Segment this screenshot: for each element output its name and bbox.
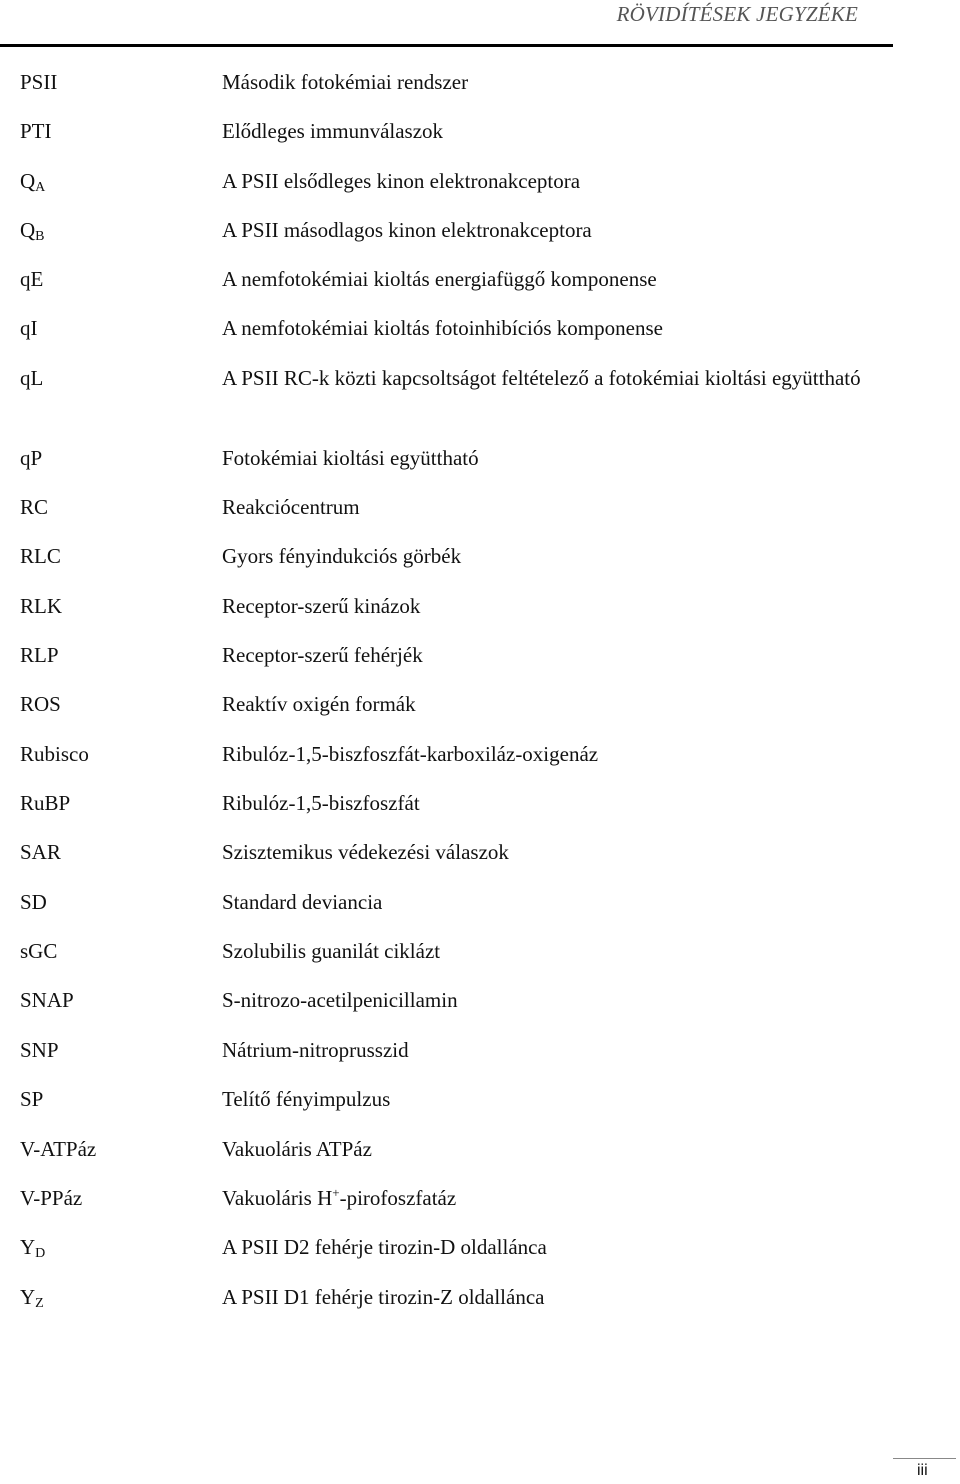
definition: Ribulóz-1,5-biszfoszfát-karboxiláz-oxigenáz: [222, 742, 599, 766]
abbreviation: qL: [20, 366, 44, 390]
abbreviation: ROS: [20, 692, 61, 716]
definition: A nemfotokémiai kioltás energiafüggő komponense: [222, 267, 657, 291]
abbreviation: qI: [20, 316, 38, 340]
definition: Ribulóz-1,5-biszfoszfát: [222, 791, 420, 815]
definition-rest: -pirofoszfatáz: [339, 1186, 457, 1210]
abbreviation-base: Y: [20, 1235, 36, 1259]
abbreviation: SNP: [20, 1038, 59, 1062]
definition: A PSII RC-k közti kapcsoltságot feltételező a fotokémiai kioltási együttható: [222, 366, 861, 390]
abbreviation: RLC: [20, 544, 61, 568]
definition: Telítő fényimpulzus: [222, 1087, 391, 1111]
definition: Receptor-szerű kinázok: [222, 594, 421, 618]
abbreviation-subscript: Z: [35, 1296, 44, 1311]
abbreviation: SP: [20, 1087, 44, 1111]
abbreviation: SNAP: [20, 988, 74, 1012]
abbreviation: V-PPáz: [20, 1186, 83, 1210]
definition: A PSII másodlagos kinon elektronakceptora: [222, 218, 592, 242]
definition: Reaktív oxigén formák: [222, 692, 416, 716]
abbreviation: PTI: [20, 119, 52, 143]
abbreviation: RLP: [20, 643, 59, 667]
definition: Nátrium-nitroprusszid: [222, 1038, 409, 1062]
definition: Szolubilis guanilát ciklázt: [222, 939, 441, 963]
definition: A PSII elsődleges kinon elektronakceptora: [222, 169, 581, 193]
definition: Szisztemikus védekezési válaszok: [222, 840, 509, 864]
abbreviation: RC: [20, 495, 49, 519]
definition: Elődleges immunválaszok: [222, 119, 444, 143]
definition: A PSII D1 fehérje tirozin-Z oldallánca: [222, 1285, 545, 1309]
definition: Második fotokémiai rendszer: [222, 70, 469, 94]
abbreviation: sGC: [20, 939, 58, 963]
abbreviation: [20, 1282, 44, 1319]
abbreviation-subscript: B: [35, 229, 45, 244]
definition: Standard deviancia: [222, 890, 383, 914]
abbreviation: Rubisco: [20, 742, 89, 766]
definition: Fotokémiai kioltási együttható: [222, 446, 479, 470]
definition-base: Vakuoláris H: [222, 1186, 333, 1210]
abbreviation-base: Y: [20, 1285, 36, 1309]
footer-divider: [893, 1458, 956, 1459]
page-number: iii: [917, 1462, 928, 1479]
abbreviation-base: Q: [20, 169, 36, 193]
definition-superscript: +: [332, 1185, 340, 1200]
definition: [222, 1183, 862, 1214]
abbreviation-subscript: D: [35, 1246, 46, 1261]
definition: Gyors fényindukciós görbék: [222, 544, 462, 568]
abbreviation: SAR: [20, 840, 61, 864]
abbreviation: qE: [20, 267, 44, 291]
definition: Receptor-szerű fehérjék: [222, 643, 423, 667]
definition: A nemfotokémiai kioltás fotoinhibíciós komponense: [222, 316, 663, 340]
definition: Vakuoláris ATPáz: [222, 1137, 372, 1161]
header-divider: [0, 44, 893, 47]
abbreviation: V-ATPáz: [20, 1137, 97, 1161]
abbreviation: RLK: [20, 594, 62, 618]
definition: Reakciócentrum: [222, 495, 360, 519]
abbreviation: RuBP: [20, 791, 71, 815]
abbreviation: qP: [20, 446, 43, 470]
abbreviation: PSII: [20, 70, 58, 94]
abbreviation: SD: [20, 890, 47, 914]
definition: A PSII D2 fehérje tirozin-D oldallánca: [222, 1235, 547, 1259]
definition: S-nitrozo-acetilpenicillamin: [222, 988, 458, 1012]
abbreviation-base: Q: [20, 218, 36, 242]
abbreviation: [20, 166, 45, 203]
page-header-title: RÖVIDÍTÉSEK JEGYZÉKE: [616, 2, 858, 26]
abbreviation: [20, 215, 45, 252]
abbreviation-subscript: A: [35, 180, 46, 195]
abbreviation: [20, 1232, 45, 1269]
